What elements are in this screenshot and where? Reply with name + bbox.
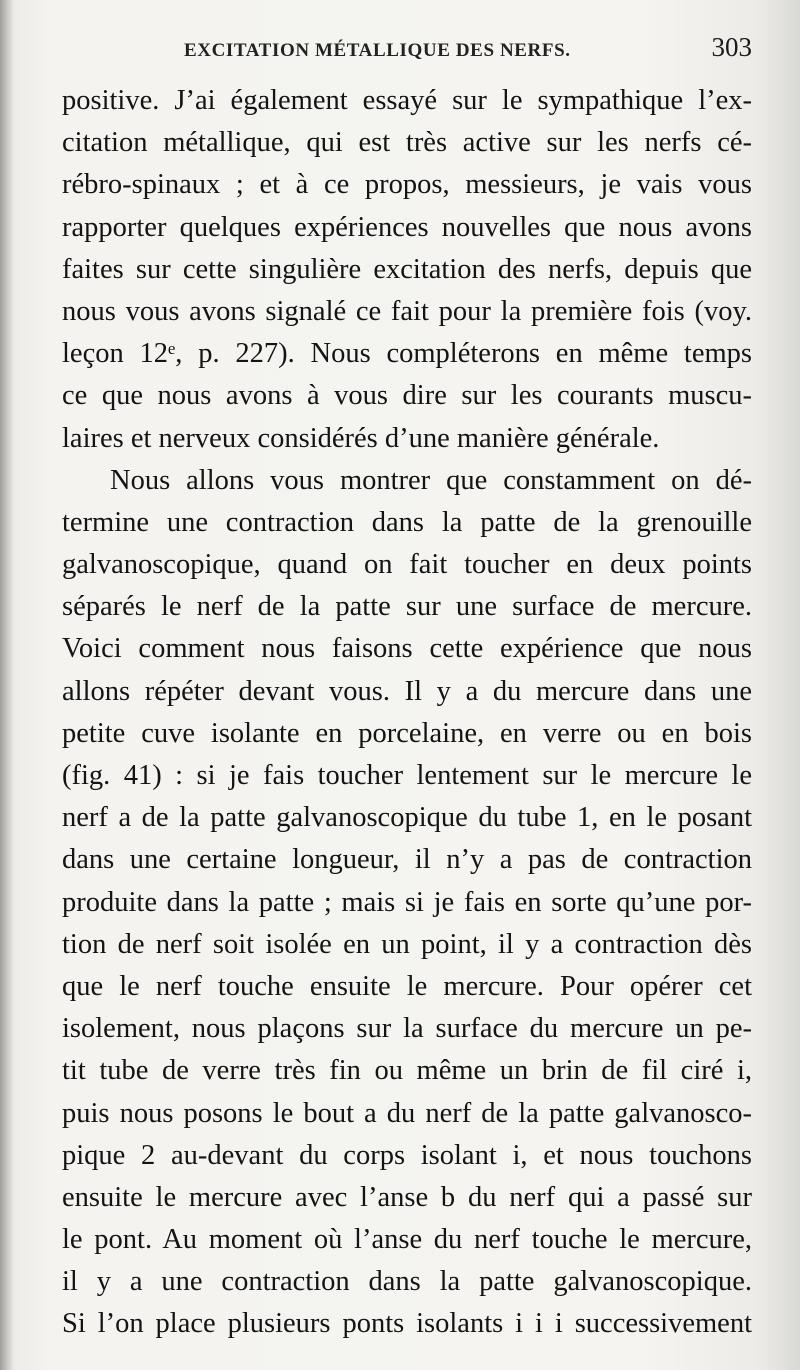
text-line: galvanoscopique, quand on fait toucher en deux points [62, 549, 752, 581]
text-line: nous vous avons signalé ce fait pour la première fois (voy. [62, 295, 752, 327]
text-line: Voici comment nous faisons cette expérience que nous [62, 633, 752, 665]
text-line: séparés le nerf de la patte sur une surface de mercure. [62, 591, 752, 623]
text-line: petite cuve isolante en porcelaine, en verre ou en bois [62, 717, 752, 749]
text-line: faites sur cette singulière excitation des nerfs, depuis que [62, 253, 752, 285]
page-binding-shadow [0, 0, 14, 1370]
text-line: laires et nerveux considérés d’une manière générale. [62, 422, 660, 454]
text-line: rébro-spinaux ; et à ce propos, messieurs, je vais vous [62, 169, 752, 201]
text-line: il y a une contraction dans la patte galvanoscopique. [62, 1266, 752, 1298]
text-line: le pont. Au moment où l’anse du nerf touche le mercure, [62, 1224, 752, 1256]
text-line: (fig. 41) : si je fais toucher lentement sur le mercure le [62, 760, 752, 791]
text-line: termine une contraction dans la patte de la grenouille [62, 506, 752, 538]
text-line: produite dans la patte ; mais si je fais en sorte qu’une por- [62, 886, 752, 918]
text-line: puis nous posons le bout a du nerf de la patte galvanosco- [62, 1097, 752, 1129]
text-line: nerf a de la patte galvanoscopique du tube 1, en le posant [62, 802, 752, 834]
text-line: leçon 12ᵉ, p. 227). Nous compléterons en même temps [62, 338, 752, 370]
text-line: positive. J’ai également essayé sur le sympathique l’ex- [62, 85, 752, 116]
text-line: allons répéter devant vous. Il y a du mercure dans une [62, 675, 752, 707]
text-line: ce que nous avons à vous dire sur les courants muscu- [62, 380, 752, 412]
text-line: rapporter quelques expériences nouvelles que nous avons [62, 211, 752, 243]
text-line: tion de nerf soit isolée en un point, il y a contraction dès [62, 928, 752, 960]
text-line: ensuite le mercure avec l’anse b du nerf qui a passé sur [62, 1181, 752, 1213]
text-line: pique 2 au-devant du corps isolant i, et nous touchons [62, 1139, 752, 1171]
text-line: Nous allons vous montrer que constamment on dé- [110, 464, 752, 496]
text-line: que le nerf touche ensuite le mercure. Pour opérer cet [62, 970, 752, 1002]
text-line: isolement, nous plaçons sur la surface du mercure un pe- [62, 1013, 752, 1045]
running-title: EXCITATION MÉTALLIQUE DES NERFS. [184, 40, 571, 61]
text-line: citation métallique, qui est très active sur les nerfs cé- [62, 127, 752, 159]
body-text [62, 80, 752, 1346]
page-number: 303 [711, 32, 752, 62]
text-line: Si l’on place plusieurs ponts isolants i i i successivement [62, 1308, 752, 1340]
text-line: dans une certaine longueur, il n’y a pas de contraction [62, 844, 752, 876]
page-header [62, 30, 762, 70]
text-line: tit tube de verre très fin ou même un brin de fil ciré i, [62, 1055, 752, 1087]
